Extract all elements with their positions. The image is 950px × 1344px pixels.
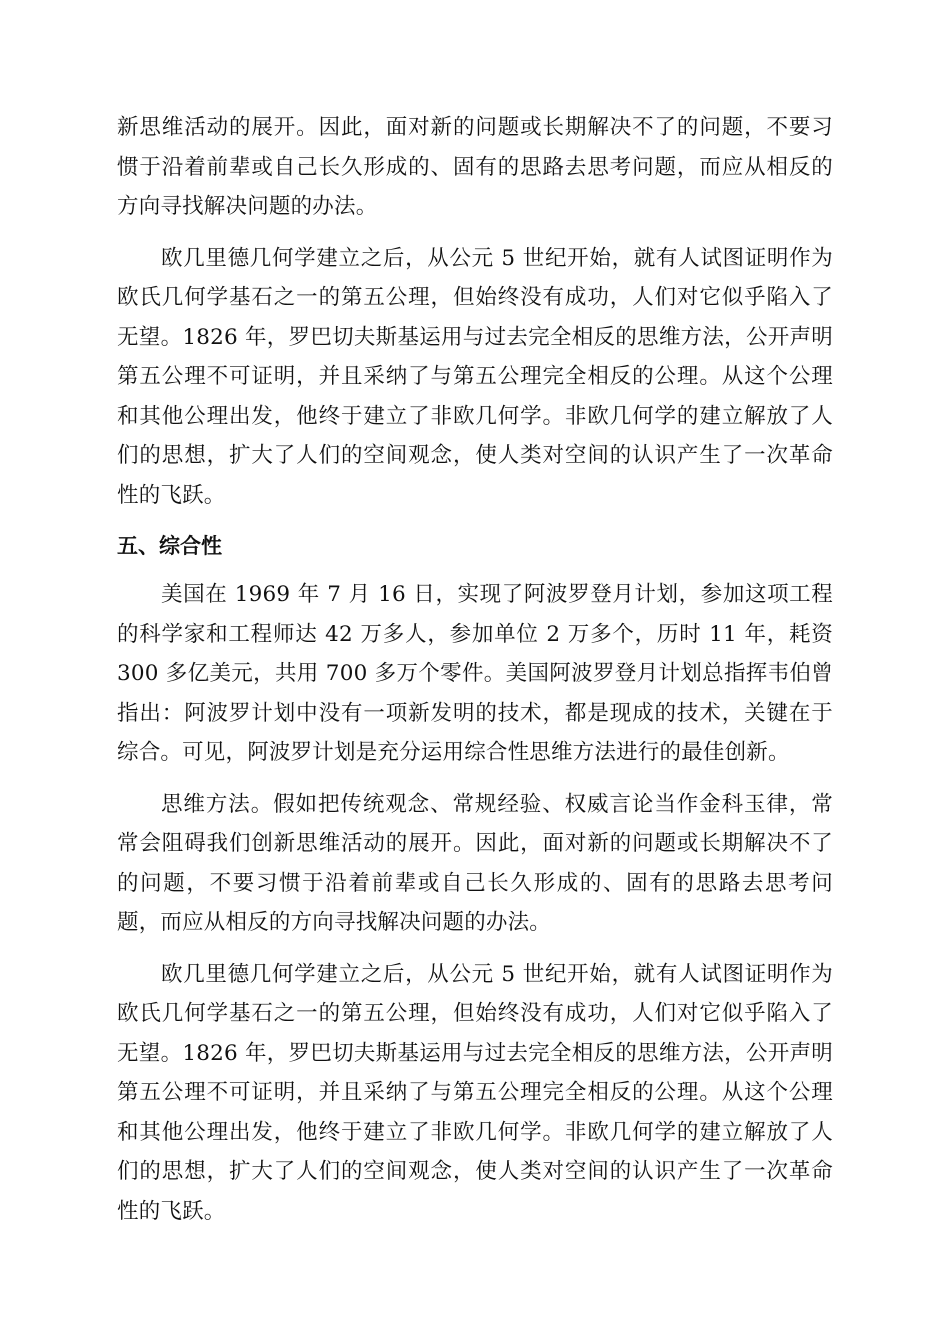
section-heading: 五、综合性 — [117, 534, 222, 558]
paragraph-non-euclidean: 欧几里德几何学建立之后，从公元 5 世纪开始，就有人试图证明作为欧氏几何学基石之一的第五公理，但始终没有成功，人们对它似乎陷入了无望。1826 年，罗巴切夫斯基运用与过去完全相反的思维方法，公开声明第五公理不可证明，并且采纳了与第五公理完全相反的公理。从这个公理和其他公理出发，他终于建立了非欧几何学。非欧几何学的建立解放了人们的思想，扩大了人们的空间观念，使人类对空间的认识产生了一次革命性的飞跃。 — [117, 245, 833, 508]
paragraph-thinking-method: 思维方法。假如把传统观念、常规经验、权威言论当作金科玉律，常常会阻碍我们创新思维活动的展开。因此，面对新的问题或长期解决不了的问题，不要习惯于沿着前辈或自己长久形成的、固有的思路去思考问题，而应从相反的方向寻找解决问题的办法。 — [117, 791, 833, 935]
paragraph-non-euclidean-repeat: 欧几里德几何学建立之后，从公元 5 世纪开始，就有人试图证明作为欧氏几何学基石之一的第五公理，但始终没有成功，人们对它似乎陷入了无望。1826 年，罗巴切夫斯基运用与过去完全相反的思维方法，公开声明第五公理不可证明，并且采纳了与第五公理完全相反的公理。从这个公理和其他公理出发，他终于建立了非欧几何学。非欧几何学的建立解放了人们的思想，扩大了人们的空间观念，使人类对空间的认识产生了一次革命性的飞跃。 — [117, 961, 833, 1224]
paragraph-apollo: 美国在 1969 年 7 月 16 日，实现了阿波罗登月计划，参加这项工程的科学家和工程师达 42 万多人，参加单位 2 万多个，历时 11 年，耗资 300 多亿美元，共用 700 多万个零件。美国阿波罗登月计划总指挥韦伯曾指出：阿波罗计划中没有一项新发明的技术，都是现成的技术，关键在于综合。可见，阿波罗计划是充分运用综合性思维方法进行的最佳创新。 — [117, 582, 833, 765]
paragraph-continued: 新思维活动的展开。因此，面对新的问题或长期解决不了的问题，不要习惯于沿着前辈或自己长久形成的、固有的思路去思考问题，而应从相反的方向寻找解决问题的办法。 — [117, 115, 833, 219]
document-body — [117, 108, 833, 1243]
